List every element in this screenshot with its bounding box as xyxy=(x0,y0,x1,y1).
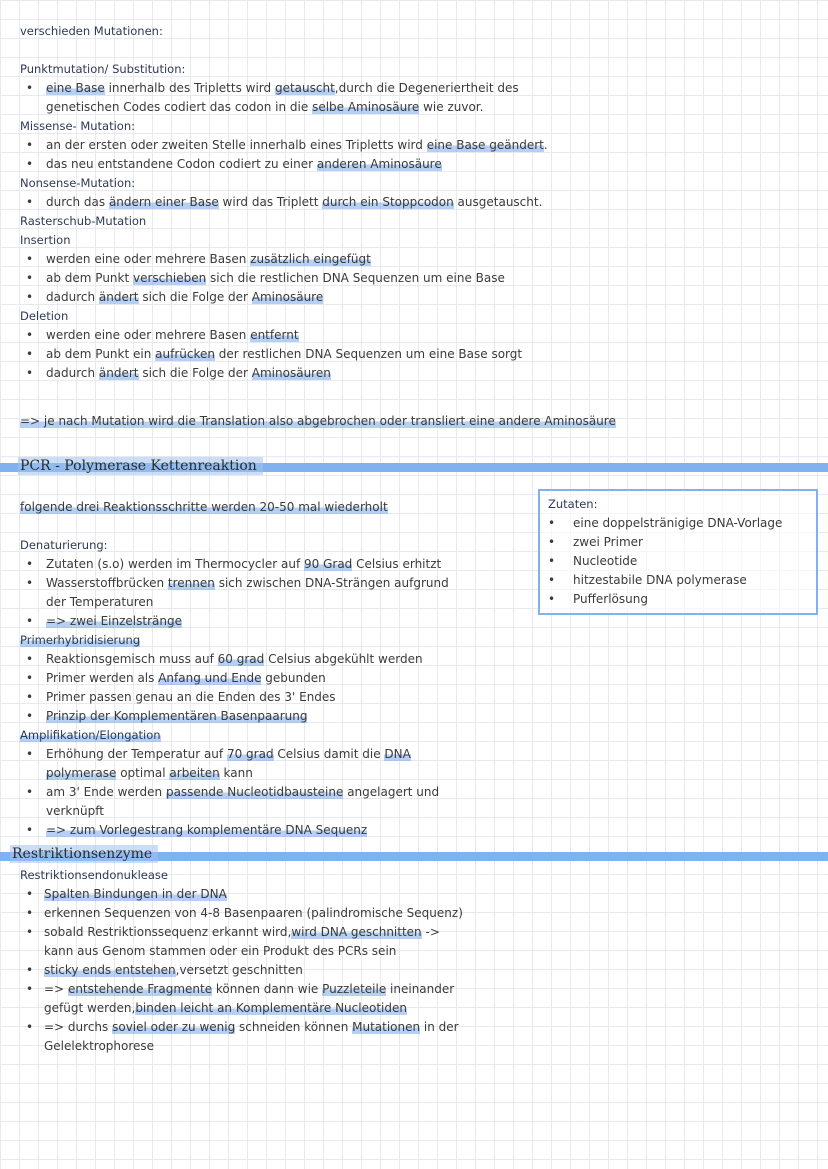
text-segment: der Temperaturen xyxy=(46,595,154,609)
text-segment: optimal xyxy=(116,766,170,780)
highlighted-text: passende Nucleotidbausteine xyxy=(165,785,344,799)
text-segment: Reaktionsgemisch muss auf xyxy=(46,652,218,666)
bullet-dot: • xyxy=(26,906,34,920)
highlighted-text: entstehende Fragmente xyxy=(67,982,213,996)
highlighted-text: getauscht xyxy=(274,81,335,95)
text-segment: verknüpft xyxy=(46,804,104,818)
text-segment: Zutaten (s.o) werden im Thermocycler auf xyxy=(46,557,304,571)
text-segment: Wasserstoffbrücken xyxy=(46,576,168,590)
zutaten-heading: Zutaten: xyxy=(548,497,598,511)
text-segment: sich zwischen DNA-Strängen aufgrund xyxy=(214,576,449,590)
pcr-intro xyxy=(20,498,388,516)
highlighted-text: Aminosäuren xyxy=(251,366,331,380)
insertion-line-1 xyxy=(46,250,371,268)
bullet-dot: • xyxy=(26,195,34,209)
text-segment: ab dem Punkt xyxy=(46,271,133,285)
primer-line-2 xyxy=(46,669,326,687)
text-segment: genetischen Codes codiert das codon in die xyxy=(46,100,313,114)
bullet-dot: • xyxy=(26,747,34,761)
text-segment: in der xyxy=(420,1020,459,1034)
text-segment: angelagert und xyxy=(343,785,440,799)
deletion-heading: Deletion xyxy=(20,309,69,323)
highlighted-text: sticky ends entstehen xyxy=(44,963,176,977)
restriction-sub-heading: Restriktionsendonuklease xyxy=(20,868,168,882)
bullet-dot: • xyxy=(26,614,34,628)
highlighted-text: ändert xyxy=(98,366,139,380)
amp-heading-text: Amplifikation/Elongation xyxy=(20,728,161,742)
restr-line-5 xyxy=(44,961,303,979)
bullet-dot: • xyxy=(26,290,34,304)
bullet-dot: • xyxy=(26,887,34,901)
bullet-dot: • xyxy=(548,516,556,530)
bullet-dot: • xyxy=(26,823,34,837)
bullet-dot: • xyxy=(26,963,34,977)
bullet-dot: • xyxy=(26,252,34,266)
text-segment: ineinander xyxy=(386,982,455,996)
text-segment: werden eine oder mehrere Basen xyxy=(46,328,251,342)
primer-heading xyxy=(20,631,140,649)
rasterschub-heading: Rasterschub-Mutation xyxy=(20,214,147,228)
text-segment: der restlichen DNA Sequenzen um eine Base sorgt xyxy=(214,347,523,361)
restr-line-6 xyxy=(44,980,454,998)
text-segment: sobald Restriktionssequenz erkannt wird, xyxy=(44,925,292,939)
highlighted-text: Mutationen xyxy=(352,1020,421,1034)
text-segment: ,durch die Degeneriertheit des xyxy=(334,81,519,95)
bullet-dot: • xyxy=(26,271,34,285)
primer-line-3 xyxy=(46,688,336,706)
deletion-line-3 xyxy=(46,364,331,382)
highlighted-text: => zum Vorlegestrang komplementäre DNA Sequenz xyxy=(46,823,368,837)
text-segment: sich die Folge der xyxy=(138,290,252,304)
page-title: verschieden Mutationen: xyxy=(20,24,163,38)
amp-line-2 xyxy=(46,764,253,782)
zutat-item: zwei Primer xyxy=(573,535,643,549)
bullet-dot: • xyxy=(26,785,34,799)
highlighted-text: polymerase xyxy=(46,766,117,780)
text-segment: ab dem Punkt ein xyxy=(46,347,156,361)
bullet-dot: • xyxy=(548,573,556,587)
bullet-dot: • xyxy=(548,592,556,606)
deletion-line-2 xyxy=(46,345,522,363)
text-segment: => xyxy=(44,982,68,996)
zutat-item: eine doppelstränigige DNA-Vorlage xyxy=(573,516,783,530)
text-segment: wird das Triplett xyxy=(218,195,323,209)
pcr-intro-text: folgende drei Reaktionsschritte werden 20-50 mal wiederholt xyxy=(20,500,388,514)
text-segment: durch das xyxy=(46,195,109,209)
highlighted-text: => zwei Einzelstränge xyxy=(46,614,182,628)
highlighted-text: 60 grad xyxy=(217,652,265,666)
highlighted-text: eine Base xyxy=(46,81,105,95)
highlighted-text: Anfang und Ende xyxy=(158,671,262,685)
text-segment: am 3' Ende werden xyxy=(46,785,166,799)
zutaten-box xyxy=(538,489,818,615)
text-segment: Celsius erhitzt xyxy=(352,557,442,571)
bullet-dot: • xyxy=(548,535,556,549)
denat-line-4 xyxy=(46,612,182,630)
bullet-dot: • xyxy=(26,138,34,152)
primer-line-4 xyxy=(46,707,307,725)
restr-line-1 xyxy=(44,885,227,903)
highlighted-text: ändern einer Base xyxy=(108,195,219,209)
bullet-dot: • xyxy=(548,554,556,568)
text-segment: wie zuvor. xyxy=(419,100,484,114)
missense-line-2 xyxy=(46,155,442,173)
text-segment: dadurch xyxy=(46,366,99,380)
nonsense-heading: Nonsense-Mutation: xyxy=(20,176,136,190)
text-segment: Gelelektrophorese xyxy=(44,1039,155,1053)
bullet-dot: • xyxy=(26,982,34,996)
highlighted-text: aufrücken xyxy=(155,347,215,361)
insertion-heading: Insertion xyxy=(20,233,71,247)
text-segment: an der ersten oder zweiten Stelle innerhalb eines Tripletts wird xyxy=(46,138,427,152)
highlighted-text: Puzzleteile xyxy=(322,982,387,996)
bullet-dot: • xyxy=(26,925,34,939)
zutat-item: hitzestabile DNA polymerase xyxy=(573,573,747,587)
highlighted-text: wird DNA geschnitten xyxy=(291,925,422,939)
amplifikation-heading xyxy=(20,726,161,744)
amp-line-1 xyxy=(46,745,411,763)
highlighted-text: 70 grad xyxy=(226,747,274,761)
highlighted-text: entfernt xyxy=(250,328,299,342)
bullet-dot: • xyxy=(26,652,34,666)
amp-line-5 xyxy=(46,821,367,839)
bullet-dot: • xyxy=(26,157,34,171)
bullet-dot: • xyxy=(26,366,34,380)
restr-line-9 xyxy=(44,1037,154,1055)
highlighted-text: verschieben xyxy=(133,271,207,285)
highlighted-text: zusätzlich eingefügt xyxy=(250,252,371,266)
deletion-line-1 xyxy=(46,326,299,344)
text-segment: werden eine oder mehrere Basen xyxy=(46,252,251,266)
highlighted-text: arbeiten xyxy=(169,766,220,780)
text-segment: Celsius damit die xyxy=(273,747,385,761)
text-segment: kann aus Genom stammen oder ein Produkt des PCRs sein xyxy=(44,944,397,958)
denat-line-3 xyxy=(46,593,153,611)
conclusion-text: => je nach Mutation wird die Translation also abgebrochen oder transliert eine andere Aminosäure xyxy=(20,414,616,428)
highlighted-text: trennen xyxy=(167,576,215,590)
pcr-section-title: PCR - Polymerase Kettenreaktion xyxy=(18,457,263,475)
bullet-dot: • xyxy=(26,328,34,342)
text-segment: sich die restlichen DNA Sequenzen um eine Base xyxy=(206,271,505,285)
text-segment: dadurch xyxy=(46,290,99,304)
denat-line-1 xyxy=(46,555,441,573)
bullet-dot: • xyxy=(26,690,34,704)
highlighted-text: durch ein Stoppcodon xyxy=(322,195,454,209)
zutat-item: Nucleotide xyxy=(573,554,638,568)
highlighted-text: selbe Aminosäure xyxy=(312,100,420,114)
bullet-dot: • xyxy=(26,671,34,685)
text-segment: Primer passen genau an die Enden des 3' Endes xyxy=(46,690,336,704)
highlighted-text: Prinzip der Komplementären Basenpaarung xyxy=(46,709,308,723)
bullet-dot: • xyxy=(26,347,34,361)
bullet-dot: • xyxy=(26,81,34,95)
text-segment: => durchs xyxy=(44,1020,113,1034)
primer-line-1 xyxy=(46,650,423,668)
highlighted-text: Spalten Bindungen in der DNA xyxy=(44,887,227,901)
text-segment: Erhöhung der Temperatur auf xyxy=(46,747,227,761)
denaturierung-heading: Denaturierung: xyxy=(20,538,108,552)
punkt-line-1 xyxy=(46,79,519,97)
restr-line-8 xyxy=(44,1018,459,1036)
text-segment: erkennen Sequenzen von 4-8 Basenpaaren (palindromische Sequenz) xyxy=(44,906,463,920)
text-segment: das neu entstandene Codon codiert zu einer xyxy=(46,157,317,171)
bullet-dot: • xyxy=(26,1020,34,1034)
text-segment: -> xyxy=(421,925,440,939)
restr-line-2 xyxy=(44,904,463,922)
punkt-line-2 xyxy=(46,98,483,116)
text-segment: ausgetauscht. xyxy=(453,195,543,209)
nonsense-line-1 xyxy=(46,193,542,211)
bullet-dot: • xyxy=(26,709,34,723)
missense-heading: Missense- Mutation: xyxy=(20,119,136,133)
highlighted-text: eine Base geändert xyxy=(426,138,544,152)
missense-line-1 xyxy=(46,136,548,154)
primer-heading-text: Primerhybridisierung xyxy=(20,633,141,647)
insertion-line-2 xyxy=(46,269,505,287)
highlighted-text: ändert xyxy=(98,290,139,304)
zutat-item: Pufferlösung xyxy=(573,592,648,606)
highlighted-text: binden leicht an Komplementäre Nucleotiden xyxy=(135,1001,407,1015)
mutation-conclusion xyxy=(20,412,616,430)
bullet-dot: • xyxy=(26,576,34,590)
highlighted-text: 90 Grad xyxy=(304,557,353,571)
amp-line-4 xyxy=(46,802,104,820)
restr-line-4 xyxy=(44,942,396,960)
text-segment: . xyxy=(543,138,548,152)
highlighted-text: anderen Aminosäure xyxy=(316,157,442,171)
bullet-dot: • xyxy=(26,557,34,571)
punktmutation-heading: Punktmutation/ Substitution: xyxy=(20,62,186,76)
restriction-section-title: Restriktionsenzyme xyxy=(10,845,158,863)
amp-line-3 xyxy=(46,783,439,801)
text-segment: schneiden können xyxy=(235,1020,353,1034)
restr-line-7 xyxy=(44,999,407,1017)
insertion-line-3 xyxy=(46,288,323,306)
text-segment: gebunden xyxy=(261,671,326,685)
restr-line-3 xyxy=(44,923,440,941)
highlighted-text: soviel oder zu wenig xyxy=(112,1020,236,1034)
denat-line-2 xyxy=(46,574,449,592)
text-segment: sich die Folge der xyxy=(138,366,252,380)
text-segment: ,versetzt geschnitten xyxy=(175,963,303,977)
text-segment: kann xyxy=(219,766,253,780)
text-segment: können dann wie xyxy=(212,982,323,996)
text-segment: gefügt werden, xyxy=(44,1001,136,1015)
text-segment: innerhalb des Tripletts wird xyxy=(104,81,275,95)
text-segment: Primer werden als xyxy=(46,671,159,685)
highlighted-text: DNA xyxy=(384,747,411,761)
highlighted-text: Aminosäure xyxy=(251,290,324,304)
text-segment: Celsius abgekühlt werden xyxy=(264,652,423,666)
